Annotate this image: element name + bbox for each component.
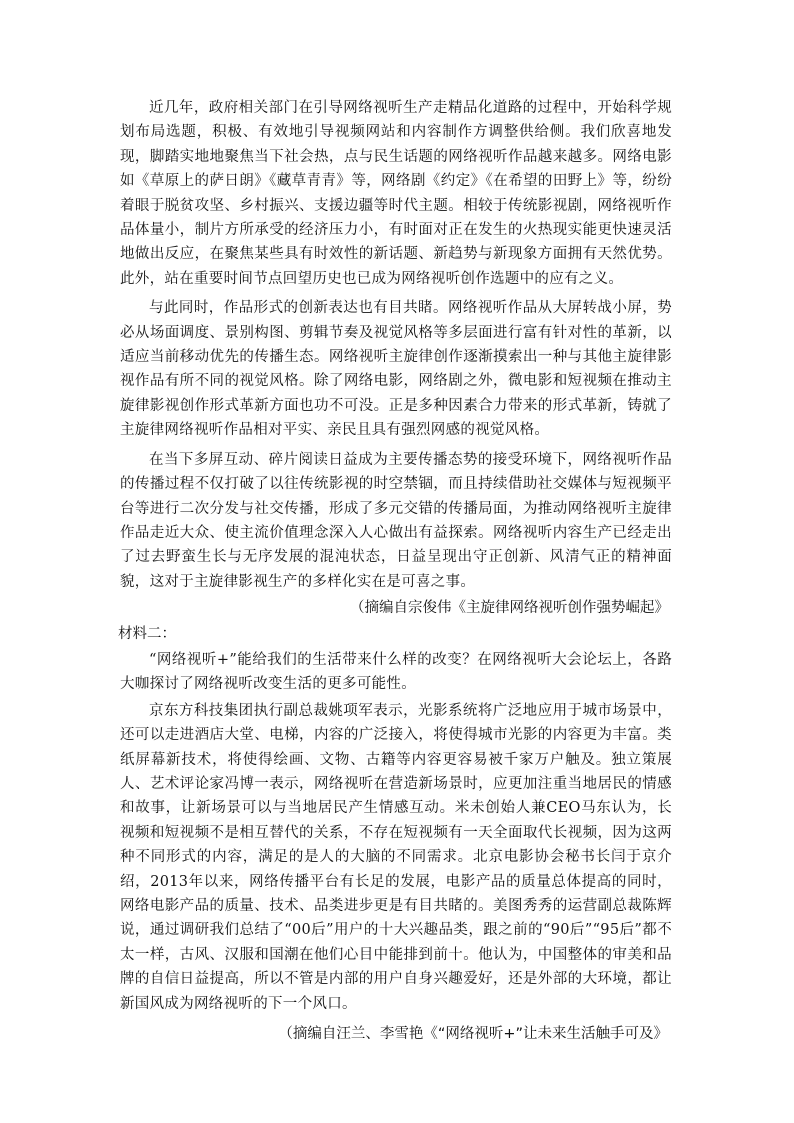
- paragraph: 京东方科技集团执行副总裁姚项军表示，光影系统将广泛地应用于城市场景中，还可以走进酒店大堂、电梯，内容的广泛接入，将使得城市光影的内容更为丰富。类纸屏幕新技术，将使得绘画、文物、古籍等内容更容易被千家万户触及。独立策展人、艺术评论家冯博一表示，网络视听在营造新场景时，应更加注重当地居民的情感和故事，让新场景可以与当地居民产生情感互动。米未创始人兼CEO马东认为，长视频和短视频不是相互替代的关系，不存在短视频有一天全面取代长视频，因为这两种不同形式的内容，满足的是人的大脑的不同需求。北京电影协会秘书长闫于京介绍，2013年以来，网络传播平台有长足的发展，电影产品的质量总体提高的同时，网络电影产品的质量、技术、品类进步更是有目共睹的。美图秀秀的运营副总裁陈辉说，通过调研我们总结了“00后”用户的十大兴趣品类，跟之前的“90后”“95后”都不太一样，古风、汉服和国潮在他们心目中能排到前十。他认为，中国整体的审美和品牌的自信日益提高，所以不管是内部的用户自身兴趣爱好，还是外部的大环境，都让新国风成为网络视听的下一个风口。: [120, 702, 672, 1012]
- section-label: 材料二：: [118, 626, 176, 642]
- paragraph: 在当下多屏互动、碎片阅读日益成为主要传播态势的接受环境下，网络视听作品的传播过程不仅打破了以往传统影视的时空禁锢，而且持续借助社交媒体与短视频平台等进行二次分发与社交传播，形成了多元交错的传播局面，为推动网络视听主旋律作品走近大众、使主流价值理念深入人心做出有益探索。网络视听内容生产已经走出了过去野蛮生长与无序发展的混沌状态，日益呈现出守正创新、风清气正的精神面貌，这对于主旋律影视生产的多样化实在是可喜之事。: [120, 451, 672, 590]
- material-one-body: [120, 96, 672, 594]
- source-citation: （摘编自汪兰、李雪艳《“网络视听+”让未来生活触手可及》: [278, 1026, 668, 1042]
- paragraph: 近几年，政府相关部门在引导网络视听生产走精品化道路的过程中，开始科学规划布局选题，积极、有效地引导视频网站和内容制作方调整供给侧。我们欣喜地发现，脚踏实地地聚焦当下社会热，点与民生话题的网络视听作品越来越多。网络电影如《草原上的萨日朗》《藏草青青》等，网络剧《约定》《在希望的田野上》等，纷纷着眼于脱贫攻坚、乡村振兴、支援边疆等时代主题。相较于传统影视剧，网络视听作品体量小，制片方所承受的经济压力小，有时面对正在发生的火热现实能更快速灵活地做出反应，在聚焦某些具有时效性的新话题、新趋势与新现象方面拥有天然优势。此外，站在重要时间节点回望历史也已成为网络视听创作选题中的应有之义。: [120, 100, 672, 287]
- paragraph: “网络视听+”能给我们的生活带来什么样的改变？在网络视听大会论坛上，各路大咖探讨了网络视听改变生活的更多可能性。: [120, 652, 672, 693]
- source-citation: （摘编自宗俊伟《主旋律网络视听创作强势崛起》: [350, 600, 669, 616]
- paragraph: 与此同时，作品形式的创新表达也有目共睹。网络视听作品从大屏转战小屏，势必从场面调度、景别构图、剪辑节奏及视觉风格等多层面进行富有针对性的革新，以适应当前移动优先的传播生态。网络视听主旋律创作逐渐摸索出一种与其他主旋律影视作品有所不同的视觉风格。除了网络电影，网络剧之外，微电影和短视频在推动主旋律影视创作形式革新方面也功不可没。正是多种因素合力带来的形式革新，铸就了主旋律网络视听作品相对平实、亲民且具有强烈网感的视觉风格。: [120, 300, 672, 439]
- material-two-body: [120, 648, 672, 1016]
